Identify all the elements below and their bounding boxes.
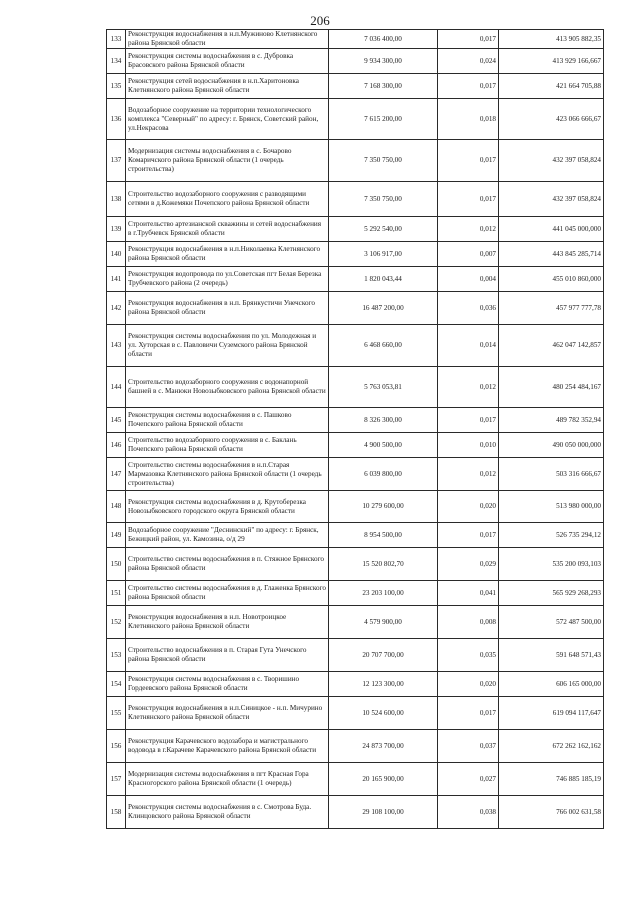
table-row [107,292,604,325]
project-coefficient: 0,038 [438,796,499,829]
project-name: Реконструкция Карачевского водозабора и магистрального водовода в г.Карачеве Карачевского района Брянской области [126,730,329,763]
cumulative-value: 503 316 666,67 [499,458,604,491]
project-coefficient: 0,027 [438,763,499,796]
project-name: Реконструкция водоснабжения в н.п.Синицкое - н.п. Мичурино Клетнянского района Брянской области [126,697,329,730]
project-name: Реконструкция водопровода по ул.Советская пгт Белая Березка Трубчевского района (2 очередь) [126,267,329,292]
project-coefficient: 0,029 [438,548,499,581]
project-coefficient: 0,024 [438,49,499,74]
project-name: Реконструкция водоснабжения в н.п. Новотроицкое Клетнянского района Брянской области [126,606,329,639]
project-name: Реконструкция системы водоснабжения в с. Пашково Почепского района Брянской области [126,408,329,433]
project-cost: 1 820 043,44 [329,267,438,292]
project-coefficient: 0,012 [438,367,499,408]
project-cost: 12 123 300,00 [329,672,438,697]
project-coefficient: 0,012 [438,458,499,491]
project-cost: 10 279 600,00 [329,491,438,523]
row-number: 139 [107,217,126,242]
project-coefficient: 0,017 [438,182,499,217]
cumulative-value: 432 397 058,824 [499,140,604,182]
project-cost: 29 108 100,00 [329,796,438,829]
cumulative-value: 443 845 285,714 [499,242,604,267]
table-row [107,408,604,433]
table-row [107,325,604,367]
cumulative-value: 490 050 000,000 [499,433,604,458]
project-cost: 10 524 600,00 [329,697,438,730]
page-number: 206 [310,13,330,28]
cumulative-value: 591 648 571,43 [499,639,604,672]
project-name: Водозаборное сооружение на территории технологического комплекса "Северный" по адресу: г. Брянск, Советский район, ул.Некрасова [126,99,329,140]
projects-table [106,29,604,829]
project-cost: 8 326 300,00 [329,408,438,433]
project-coefficient: 0,017 [438,523,499,548]
project-coefficient: 0,017 [438,30,499,49]
project-name: Реконструкция системы водоснабжения в с. Смотрова Буда. Клинцовского района Брянской области [126,796,329,829]
table-row [107,99,604,140]
project-cost: 7 615 200,00 [329,99,438,140]
table-row [107,49,604,74]
cumulative-value: 526 735 294,12 [499,523,604,548]
cumulative-value: 421 664 705,88 [499,74,604,99]
row-number: 149 [107,523,126,548]
cumulative-value: 766 002 631,58 [499,796,604,829]
project-name: Реконструкция системы водоснабжения по ул. Молодежная и ул. Хуторская в с. Павловичи Суземского района Брянской области [126,325,329,367]
table-row [107,30,604,49]
row-number: 133 [107,30,126,49]
project-cost: 5 292 540,00 [329,217,438,242]
project-name: Реконструкция сетей водоснабжения в н.п.Харитоновка Клетнянского района Брянской области [126,74,329,99]
row-number: 150 [107,548,126,581]
project-cost: 6 468 660,00 [329,325,438,367]
project-coefficient: 0,018 [438,99,499,140]
project-name: Реконструкция водоснабжения в н.п. Брянкустичи Унечского района Брянской области [126,292,329,325]
project-name: Строительство водозаборного сооружения с разводящими сетями в д.Кожемяки Почепского района Брянской области [126,182,329,217]
cumulative-value: 480 254 484,167 [499,367,604,408]
project-cost: 20 165 900,00 [329,763,438,796]
cumulative-value: 455 010 860,000 [499,267,604,292]
row-number: 138 [107,182,126,217]
project-name: Реконструкция системы водоснабжения в с. Дубровка Брасовского района Брянской области [126,49,329,74]
projects-table-body [107,30,604,829]
row-number: 154 [107,672,126,697]
cumulative-value: 746 885 185,19 [499,763,604,796]
row-number: 134 [107,49,126,74]
cumulative-value: 565 929 268,293 [499,581,604,606]
project-coefficient: 0,020 [438,491,499,523]
project-coefficient: 0,017 [438,697,499,730]
row-number: 141 [107,267,126,292]
table-row [107,367,604,408]
row-number: 144 [107,367,126,408]
table-row [107,697,604,730]
project-coefficient: 0,020 [438,672,499,697]
project-cost: 9 934 300,00 [329,49,438,74]
project-cost: 8 954 500,00 [329,523,438,548]
cumulative-value: 441 045 000,000 [499,217,604,242]
row-number: 158 [107,796,126,829]
table-row [107,581,604,606]
project-cost: 7 036 400,00 [329,30,438,49]
cumulative-value: 423 066 666,67 [499,99,604,140]
table-row [107,140,604,182]
project-coefficient: 0,041 [438,581,499,606]
row-number: 153 [107,639,126,672]
table-row [107,267,604,292]
row-number: 140 [107,242,126,267]
project-cost: 4 579 900,00 [329,606,438,639]
project-cost: 7 350 750,00 [329,182,438,217]
row-number: 136 [107,99,126,140]
cumulative-value: 619 094 117,647 [499,697,604,730]
cumulative-value: 432 397 058,824 [499,182,604,217]
project-name: Строительство водоснабжения в п. Старая Гута Унечского района Брянской области [126,639,329,672]
cumulative-value: 457 977 777,78 [499,292,604,325]
row-number: 143 [107,325,126,367]
project-name: Водозаборное сооружение "Деснинский" по адресу: г. Брянск, Бежицкий район, ул. Камозина, о/д 29 [126,523,329,548]
project-cost: 7 168 300,00 [329,74,438,99]
row-number: 146 [107,433,126,458]
table-row [107,433,604,458]
project-coefficient: 0,008 [438,606,499,639]
cumulative-value: 572 487 500,00 [499,606,604,639]
project-cost: 3 106 917,00 [329,242,438,267]
table-row [107,491,604,523]
project-cost: 7 350 750,00 [329,140,438,182]
table-row [107,458,604,491]
cumulative-value: 513 980 000,00 [499,491,604,523]
cumulative-value: 489 782 352,94 [499,408,604,433]
project-coefficient: 0,014 [438,325,499,367]
table-row [107,639,604,672]
table-row [107,217,604,242]
project-coefficient: 0,012 [438,217,499,242]
row-number: 148 [107,491,126,523]
project-coefficient: 0,004 [438,267,499,292]
project-cost: 6 039 800,00 [329,458,438,491]
table-row [107,74,604,99]
project-name: Строительство водозаборного сооружения в с. Баклань Почепского района Брянской области [126,433,329,458]
row-number: 135 [107,74,126,99]
table-row [107,548,604,581]
project-coefficient: 0,036 [438,292,499,325]
project-name: Модернизация системы водоснабжения в пгт Красная Гора Красногорского района Брянской области (1 очередь) [126,763,329,796]
cumulative-value: 606 165 000,00 [499,672,604,697]
project-name: Строительство водозаборного сооружения с водонапорной башней в с. Манюки Новозыбковского района Брянской области [126,367,329,408]
project-cost: 24 873 700,00 [329,730,438,763]
row-number: 151 [107,581,126,606]
cumulative-value: 535 200 093,103 [499,548,604,581]
project-cost: 15 520 802,70 [329,548,438,581]
table-row [107,242,604,267]
row-number: 145 [107,408,126,433]
project-name: Строительство системы водоснабжения в н.п.Старая Мармазовка Клетнянского района Брянской области (1 очередь строительства) [126,458,329,491]
cumulative-value: 672 262 162,162 [499,730,604,763]
project-cost: 4 900 500,00 [329,433,438,458]
table-row [107,730,604,763]
project-name: Модернизация системы водоснабжения в с. Бочарово Комаричского района Брянской области (1 очередь строительства) [126,140,329,182]
table-row [107,606,604,639]
project-name: Строительство артезианской скважины и сетей водоснабжения в г.Трубчевск Брянской области [126,217,329,242]
cumulative-value: 462 047 142,857 [499,325,604,367]
project-name: Реконструкция водоснабжения в н.п.Николаевка Клетнянского района Брянской области [126,242,329,267]
project-coefficient: 0,035 [438,639,499,672]
row-number: 137 [107,140,126,182]
project-coefficient: 0,017 [438,140,499,182]
project-name: Реконструкция водоснабжения в н.п.Мужиново Клетнянского района Брянской области [126,30,329,49]
project-cost: 20 707 700,00 [329,639,438,672]
row-number: 142 [107,292,126,325]
row-number: 147 [107,458,126,491]
project-cost: 16 487 200,00 [329,292,438,325]
project-cost: 23 203 100,00 [329,581,438,606]
project-cost: 5 763 053,81 [329,367,438,408]
table-row [107,182,604,217]
table-row [107,763,604,796]
row-number: 157 [107,763,126,796]
project-coefficient: 0,037 [438,730,499,763]
project-coefficient: 0,010 [438,433,499,458]
project-name: Строительство системы водоснабжения в п. Стяжное Брянского района Брянской области [126,548,329,581]
cumulative-value: 413 905 882,35 [499,30,604,49]
project-name: Строительство системы водоснабжения в д. Глаженка Брянского района Брянской области [126,581,329,606]
table-row [107,672,604,697]
row-number: 156 [107,730,126,763]
project-coefficient: 0,007 [438,242,499,267]
project-coefficient: 0,017 [438,408,499,433]
table-row [107,523,604,548]
row-number: 155 [107,697,126,730]
project-name: Реконструкция системы водоснабжения в с. Творишино Гордеевского района Брянской области [126,672,329,697]
project-name: Реконструкция системы водоснабжения в д. Крутоберезка Новозыбковского городского округа Брянской области [126,491,329,523]
cumulative-value: 413 929 166,667 [499,49,604,74]
row-number: 152 [107,606,126,639]
project-coefficient: 0,017 [438,74,499,99]
table-row [107,796,604,829]
